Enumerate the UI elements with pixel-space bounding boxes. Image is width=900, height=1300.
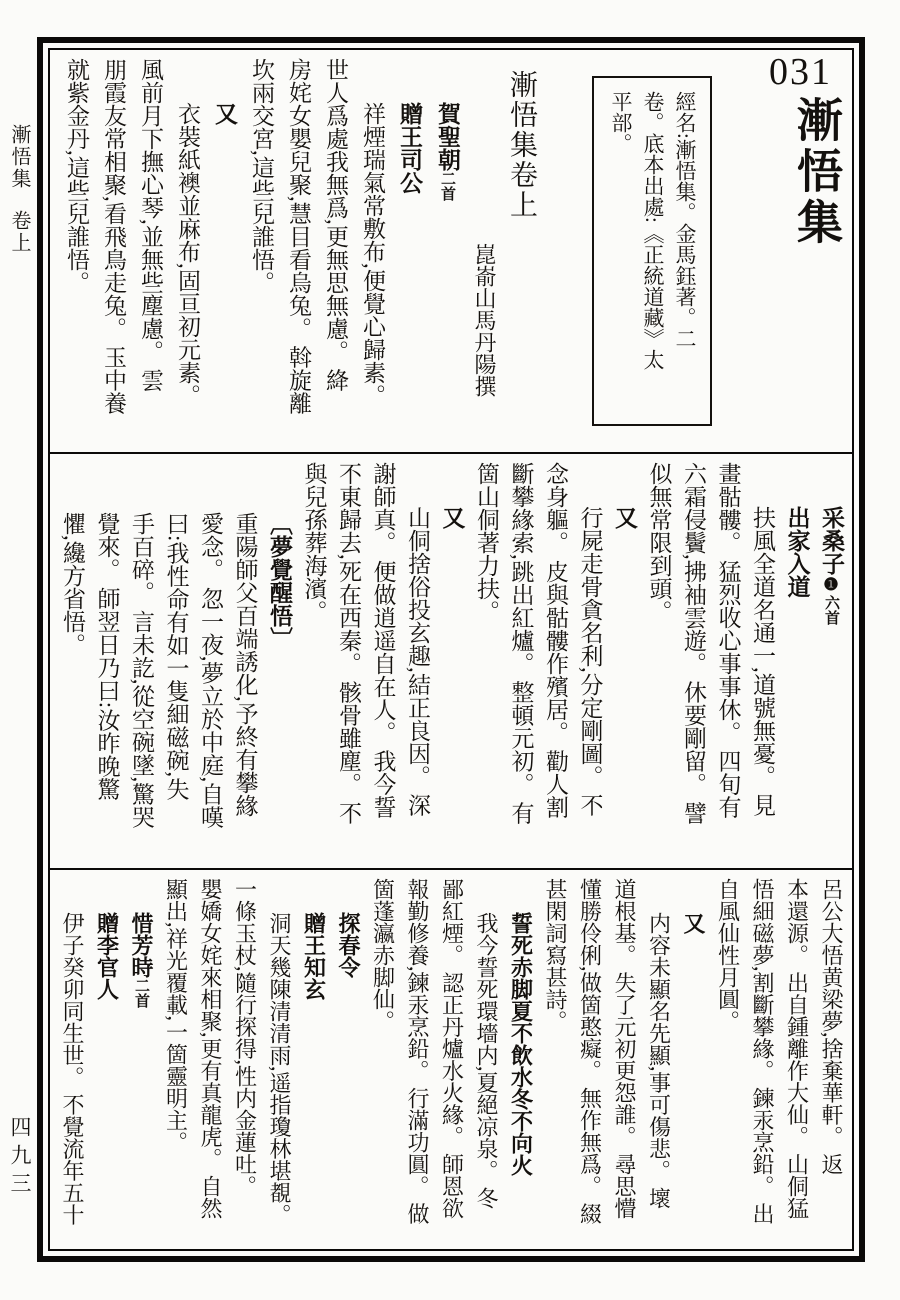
- poem-line: 畫骷髏。 猛烈收心事事休。 四旬有: [715, 462, 741, 819]
- section-heading: 〔夢覺醒悟〕: [267, 512, 292, 650]
- poem-line: 懂勝伶俐,做箇憨癡。 無作無爲。 綴: [577, 878, 603, 1225]
- poem-line: 謝師真。 便做逍遥自在人。 我今誓: [370, 462, 396, 819]
- poem-line: 自風仙性月圓。: [715, 878, 741, 1032]
- poem-line: 洞天幾陳清清雨,遥指瓊林堪覩。: [267, 912, 292, 1226]
- poem-line: 世人爲處我無爲,更無思無慮。 絳: [323, 58, 348, 392]
- poem-dedication-title: 贈李官人: [94, 912, 120, 1000]
- page-frame-inner: [48, 48, 854, 1251]
- text-band-middle: [50, 454, 852, 870]
- poem-count-note: 六首: [823, 595, 839, 625]
- poem-line: 衣裝紙襖並麻布,固亘初元素。: [175, 102, 200, 407]
- page-number: 四九三: [8, 1116, 32, 1200]
- poem-line: 甚閑詞寫甚詩。: [543, 878, 568, 1032]
- poem-line: 祥煙瑞氣常敷布,便覺心歸素。: [360, 102, 385, 407]
- tune-title: [124, 878, 159, 1243]
- page-frame: [37, 37, 865, 1262]
- poem-subtitle: 出家入道: [784, 506, 810, 598]
- poem-line: 一條玉杖,隨行探得,性内金蓮吐。: [232, 878, 258, 1197]
- margin-book-title: 漸悟集: [8, 124, 30, 190]
- poem-line: 風前月下撫心琴,並無些塵慮。 雲: [138, 58, 163, 392]
- poem-line: 山侗捨俗投玄趣,結正良因。 深: [405, 506, 430, 817]
- poem-line: 嬰嬌女姹來相聚,更有真龍虎。 自然: [198, 878, 223, 1219]
- poem-line: 不東歸去,死在西秦。 骸骨雖塵。 不: [336, 462, 361, 825]
- prose-line: 懼,纔方省悟。: [60, 512, 85, 656]
- tune-title-text: 惜芳時: [129, 912, 154, 978]
- poem-count-note: 二首: [439, 171, 455, 201]
- poem-dedication-title: 贈王司公: [397, 102, 422, 194]
- colophon-line: 經名:漸悟集。金馬鈺著。二: [673, 91, 697, 349]
- poem-line: 箇蓬瀛赤脚仙。: [370, 878, 396, 1032]
- poem-line: 我今誓死環墻内,夏絕凉泉。 冬: [474, 912, 499, 1209]
- poem-line: 斷攀緣索,跳出紅爐。 整頓元初。 有: [508, 462, 534, 825]
- poem-dedication-title: 贈王知玄: [301, 912, 327, 1000]
- margin-volume-label: 卷上: [8, 210, 30, 254]
- prose-line: 覺來。 師翌日乃曰:汝昨晚驚: [94, 512, 120, 801]
- poem-line: 悟細磁夢,割斷攀緣。 鍊汞烹鉛。 出: [750, 878, 775, 1225]
- poem-count-note: 二首: [133, 978, 149, 1008]
- poem-vow-title: 誓死赤脚夏不飲水冬不向火: [508, 912, 534, 1176]
- prose-line: 重陽師父百端誘化,予終有攀緣: [232, 512, 258, 817]
- tune-title: 探春令: [336, 912, 361, 978]
- book-main-title: 漸悟集: [791, 96, 842, 249]
- volume-heading: 漸悟集卷上: [506, 70, 537, 220]
- colophon-line: 平部。: [609, 91, 633, 154]
- poem-line: 報勤修養,鍊汞烹鉛。 行滿功圓。 做: [405, 878, 430, 1225]
- poem-line: 似無常限到頭。: [646, 462, 672, 623]
- tune-title-text: 采桑子: [819, 506, 844, 575]
- prose-line: 曰:我性命有如一隻細磁碗,失: [163, 512, 189, 801]
- poem-line: 道根基。 失了元初更怨誰。 尋思懵: [612, 878, 637, 1219]
- margin-running-title: [5, 124, 34, 254]
- text-band-top: [50, 50, 852, 454]
- tune-title: [428, 58, 466, 446]
- poem-line: 呂公大悟黄梁夢,捨棄華軒。 返: [819, 878, 844, 1175]
- poem-line: 就紫金丹,這些兒誰悟。: [64, 58, 89, 294]
- again-title: 又: [212, 102, 237, 125]
- volume-header: [544, 50, 852, 452]
- poem-line: 本還源。 出自鍾離作大仙。 山侗猛: [784, 878, 810, 1219]
- again-title: 又: [439, 506, 465, 529]
- poem-line: 朋霞友常相聚,看飛鳥走兔。 玉中養: [101, 58, 126, 415]
- volume-index-number: 031: [769, 51, 832, 93]
- poem-line: 坎兩交宮,這些兒誰悟。: [249, 58, 274, 294]
- colophon-box: [592, 76, 712, 426]
- again-title: 又: [681, 912, 706, 934]
- poem-line: 念身軀。 皮與骷髏作殯居。 勸人割: [543, 462, 568, 819]
- poem-line: 六霜侵鬢,拂袖雲遊。 休要剛留。 譬: [681, 462, 706, 825]
- poem-line: 伊子癸卯同生世。 不覺流年五十: [60, 912, 85, 1226]
- tune-title: [814, 462, 849, 862]
- poem-line: 與兒孫葬海濱。: [301, 462, 327, 623]
- tune-title-text: 賀聖朝: [435, 102, 460, 171]
- text-band-bottom: [50, 870, 852, 1249]
- poem-line: 内容未顯名先顯,事可傷悲。 壞: [646, 912, 672, 1209]
- poem-line: 顯出,祥光覆載,一箇靈明主。: [163, 878, 189, 1153]
- prose-line: 手百碎。 言未訖,從空碗墜,驚哭: [129, 512, 154, 829]
- again-title: 又: [612, 506, 637, 529]
- colophon-line: 卷。底本出處:《正統道藏》太: [641, 91, 665, 370]
- poem-line: 鄙紅煙。 認正丹爐水火緣。 師恩欲: [439, 878, 465, 1219]
- prose-line: 愛念。 忽一夜,夢立於中庭,自嘆: [198, 512, 223, 829]
- author-attribution: 崑嵛山馬丹陽撰: [472, 243, 497, 397]
- poem-line: 扶風全道名通一,道號無憂。 見: [750, 506, 775, 817]
- poem-line: 箇山侗著力扶。: [474, 462, 499, 623]
- poem-line: 房姹女嬰兒聚,慧目看烏兔。 斡旋離: [286, 58, 311, 415]
- footnote-marker: ❶: [822, 575, 841, 595]
- poem-line: 行屍走骨貪名利,分定剛圖。 不: [577, 506, 603, 817]
